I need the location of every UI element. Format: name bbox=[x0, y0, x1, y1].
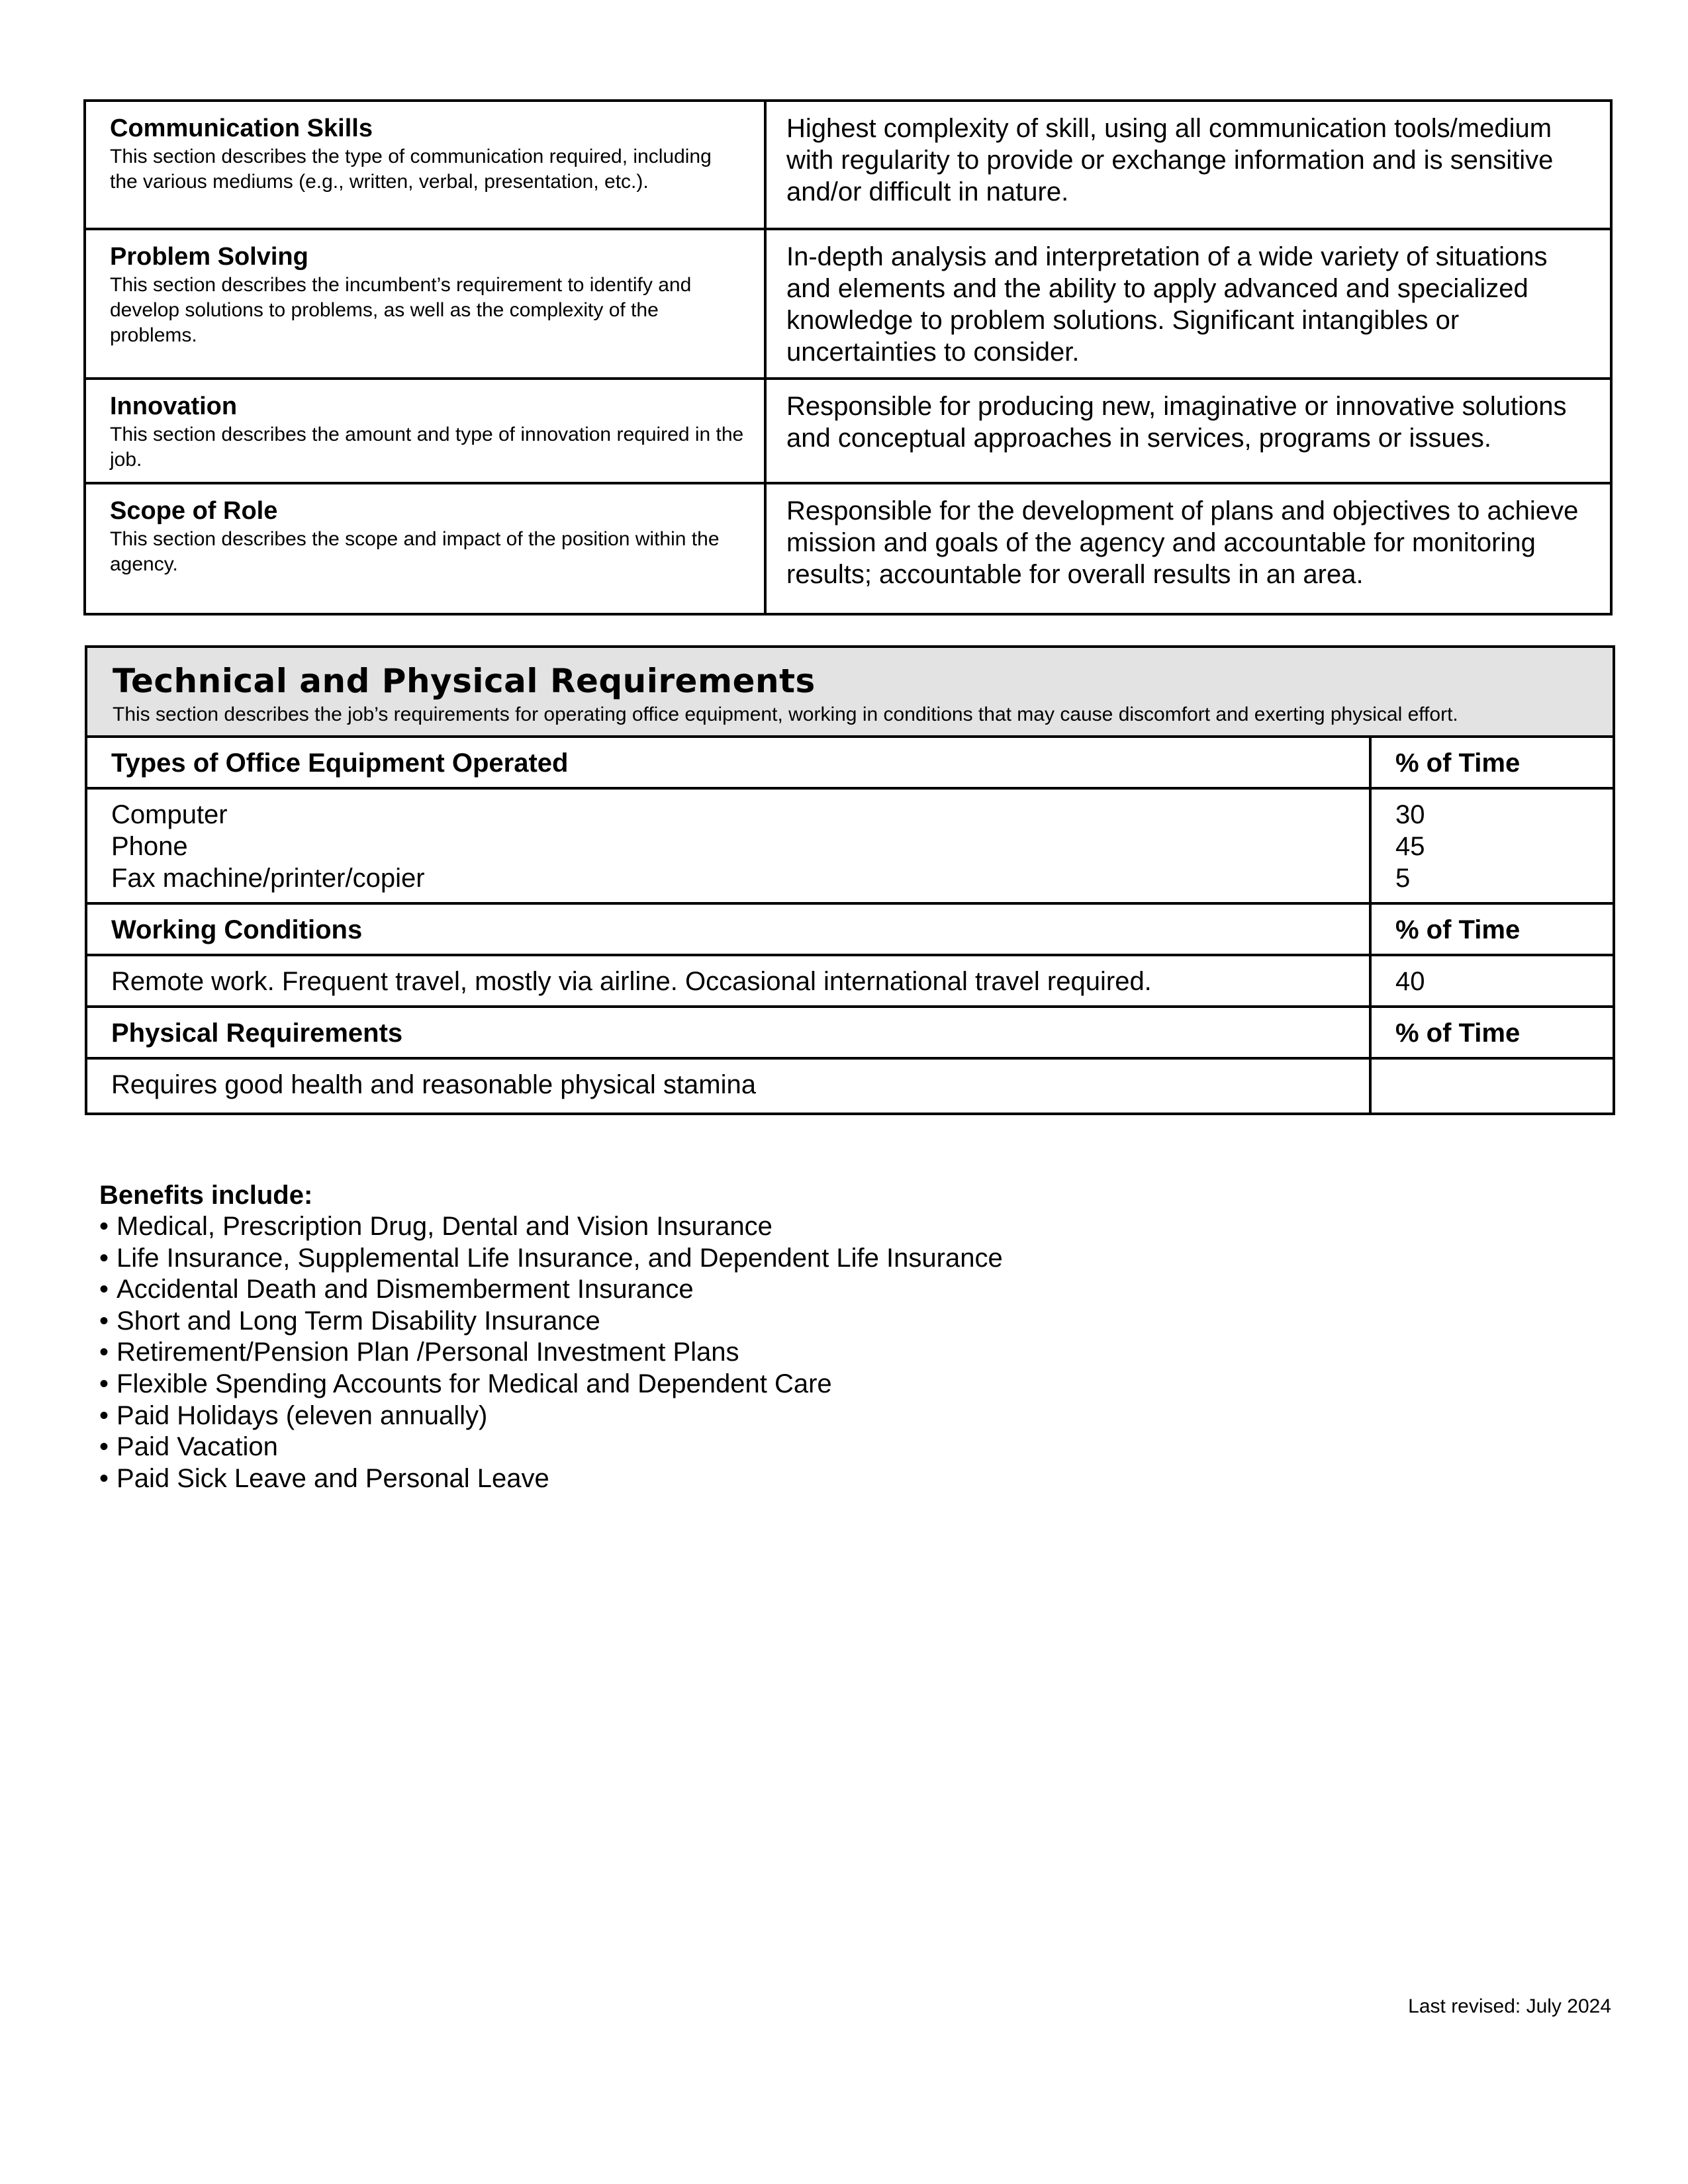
competency-table bbox=[83, 99, 1613, 615]
section-description: This section describes the job’s requirements for operating office equipment, working in conditions that may cause discomfort and exerting physical effort. bbox=[113, 704, 1458, 725]
equipment-item: Fax machine/printer/copier bbox=[111, 864, 425, 893]
equipment-header-row bbox=[87, 738, 1613, 788]
competency-description: This section describes the amount and type of innovation required in the job. bbox=[110, 424, 744, 471]
bullet-icon: • bbox=[99, 1338, 109, 1367]
equipment-row bbox=[87, 788, 1613, 903]
section-header bbox=[87, 648, 1613, 738]
physical-requirements-text: Requires good health and reasonable physical stamina bbox=[87, 1058, 1370, 1113]
working-conditions-pct: 40 bbox=[1370, 955, 1613, 1007]
bullet-icon: • bbox=[99, 1432, 109, 1462]
equipment-pct: 30 bbox=[1395, 800, 1425, 829]
benefit-text: Retirement/Pension Plan /Personal Investment Plans bbox=[117, 1338, 739, 1367]
competency-title: Communication Skills bbox=[110, 114, 373, 142]
bullet-icon: • bbox=[99, 1275, 109, 1304]
bullet-icon: • bbox=[99, 1306, 109, 1336]
column-header-pct: % of Time bbox=[1370, 1007, 1613, 1058]
equipment-pct-list bbox=[1370, 788, 1613, 903]
technical-physical-section bbox=[85, 645, 1615, 1115]
list-item bbox=[99, 1463, 1423, 1495]
benefit-text: Paid Vacation bbox=[117, 1432, 278, 1462]
working-row bbox=[87, 955, 1613, 1007]
equipment-item: Phone bbox=[111, 832, 188, 861]
column-header-pct: % of Time bbox=[1370, 903, 1613, 955]
bullet-icon: • bbox=[99, 1400, 109, 1430]
benefits-list bbox=[99, 1211, 1423, 1494]
competency-label-cell bbox=[85, 229, 765, 379]
benefit-text: Paid Sick Leave and Personal Leave bbox=[117, 1463, 549, 1493]
benefit-text: Medical, Prescription Drug, Dental and Vision Insurance bbox=[117, 1212, 773, 1241]
competency-value: Responsible for producing new, imaginative or innovative solutions and conceptual approaches in services, programs or issues. bbox=[765, 379, 1611, 483]
competency-label-cell bbox=[85, 101, 765, 229]
bullet-icon: • bbox=[99, 1463, 109, 1493]
benefit-text: Flexible Spending Accounts for Medical and Dependent Care bbox=[117, 1369, 832, 1398]
competency-description: This section describes the incumbent’s requirement to identify and develop solutions to problems, as well as the complexity of the problems. bbox=[110, 274, 692, 346]
list-item bbox=[99, 1432, 1423, 1463]
working-header-row bbox=[87, 903, 1613, 955]
competency-row-communication bbox=[85, 101, 1611, 229]
equipment-pct: 5 bbox=[1395, 864, 1411, 893]
benefit-text: Short and Long Term Disability Insurance bbox=[117, 1306, 600, 1336]
equipment-list bbox=[87, 788, 1370, 903]
list-item bbox=[99, 1337, 1423, 1369]
competency-title: Scope of Role bbox=[110, 497, 278, 525]
list-item bbox=[99, 1243, 1423, 1275]
equipment-pct: 45 bbox=[1395, 832, 1425, 861]
competency-value: In-depth analysis and interpretation of a wide variety of situations and elements and the ability to apply advanced and specialized knowledge to problem solutions. Significant intangibles or uncertainties to consider. bbox=[765, 229, 1611, 379]
competency-title: Problem Solving bbox=[110, 243, 308, 271]
competency-title: Innovation bbox=[110, 392, 238, 420]
competency-description: This section describes the type of communication required, including the various mediums (e.g., written, verbal, presentation, etc.). bbox=[110, 146, 712, 193]
competency-row-scope bbox=[85, 483, 1611, 614]
competency-label-cell bbox=[85, 379, 765, 483]
competency-value: Responsible for the development of plans and objectives to achieve mission and goals of the agency and accountable for monitoring results; accountable for overall results in an area. bbox=[765, 483, 1611, 614]
requirements-table bbox=[87, 738, 1613, 1113]
physical-row bbox=[87, 1058, 1613, 1113]
benefits-title: Benefits include: bbox=[99, 1181, 313, 1210]
list-item bbox=[99, 1369, 1423, 1400]
competency-row-innovation bbox=[85, 379, 1611, 483]
equipment-item: Computer bbox=[111, 800, 228, 829]
competency-value: Highest complexity of skill, using all communication tools/medium with regularity to provide or exchange information and is sensitive and/or difficult in nature. bbox=[765, 101, 1611, 229]
competency-row-problem-solving bbox=[85, 229, 1611, 379]
list-item bbox=[99, 1274, 1423, 1306]
working-conditions-text: Remote work. Frequent travel, mostly via airline. Occasional international travel required. bbox=[87, 955, 1370, 1007]
benefit-text: Life Insurance, Supplemental Life Insurance, and Dependent Life Insurance bbox=[117, 1243, 1003, 1273]
benefit-text: Accidental Death and Dismemberment Insurance bbox=[117, 1275, 694, 1304]
section-title: Technical and Physical Requirements bbox=[113, 662, 816, 700]
competency-label-cell bbox=[85, 483, 765, 614]
last-revised: Last revised: July 2024 bbox=[1408, 1995, 1611, 2017]
list-item bbox=[99, 1211, 1423, 1243]
column-header: Physical Requirements bbox=[87, 1007, 1370, 1058]
column-header: Working Conditions bbox=[87, 903, 1370, 955]
list-item bbox=[99, 1306, 1423, 1338]
benefits-section bbox=[99, 1179, 1423, 1494]
competency-description: This section describes the scope and impact of the position within the agency. bbox=[110, 528, 720, 575]
bullet-icon: • bbox=[99, 1369, 109, 1398]
physical-requirements-pct bbox=[1370, 1058, 1613, 1113]
physical-header-row bbox=[87, 1007, 1613, 1058]
benefit-text: Paid Holidays (eleven annually) bbox=[117, 1400, 488, 1430]
bullet-icon: • bbox=[99, 1212, 109, 1241]
column-header-pct: % of Time bbox=[1370, 738, 1613, 788]
list-item bbox=[99, 1400, 1423, 1432]
bullet-icon: • bbox=[99, 1243, 109, 1273]
column-header: Types of Office Equipment Operated bbox=[111, 749, 569, 778]
